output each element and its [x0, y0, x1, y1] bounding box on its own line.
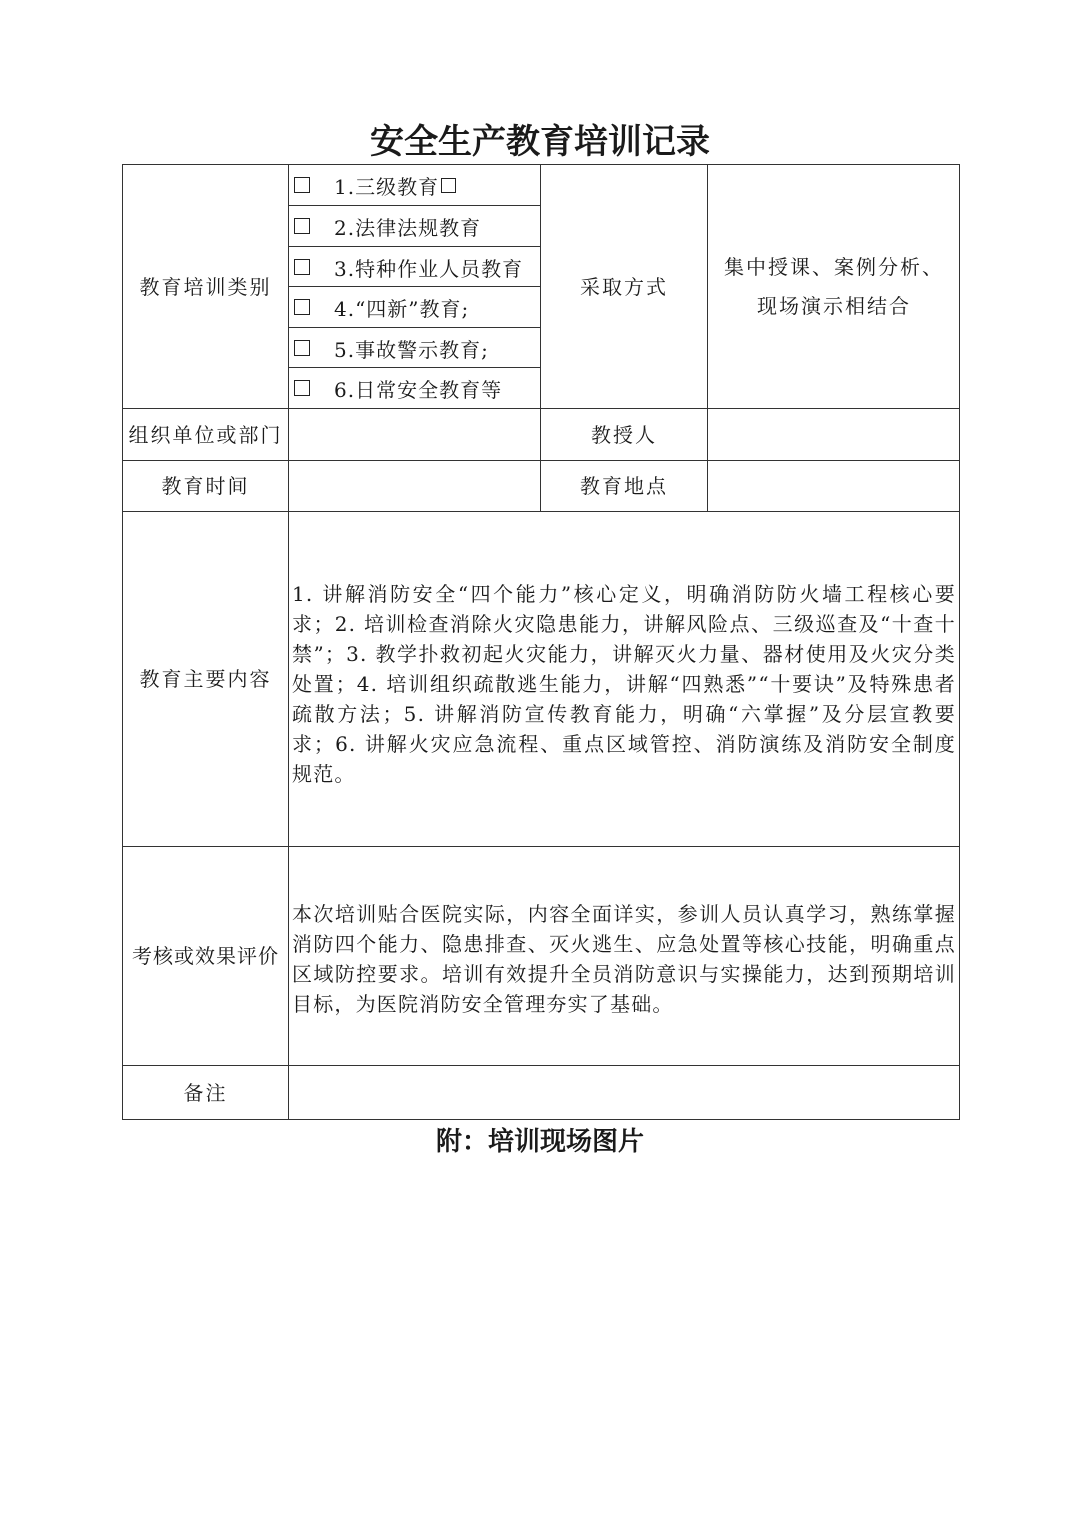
column-divider [288, 164, 289, 1120]
eval-label: 考核或效果评价 [132, 944, 279, 968]
eval-text: 本次培训贴合医院实际，内容全面详实，参训人员认真学习，熟练掌握消防四个能力、隐患排查、灭火逃生、应急处置等核心技能，明确重点区域防控要求。培训有效提升全员消防意识与实操能力，达到预期培训目标，为医院消防安全管理夯实了基础。 [292, 902, 956, 1016]
table-border-bottom [122, 1119, 960, 1120]
checkbox-icon[interactable] [441, 178, 456, 193]
checkbox-icon[interactable] [294, 299, 310, 315]
option-row [290, 247, 540, 287]
option-label: 3.特种作业人员教育 [334, 256, 524, 281]
option-label: 1.三级教育 [334, 174, 440, 199]
option-row [290, 287, 540, 327]
remark-label: 备注 [183, 1080, 228, 1105]
org-label: 组织单位或部门 [128, 422, 283, 447]
content-text: 1. 讲解消防安全“四个能力”核心定义，明确消防防火墙工程核心要求；2. 培训检查消除火灾隐患能力，讲解风险点、三级巡查及“十查十禁”；3. 教学扑救初起火灾能力，讲解灭火力量、器材使用及火灾分类处置；4. 培训组织疏散逃生能力，讲解“四熟悉”“十要诀”及特殊患者疏散方法；5. 讲解消防宣传教育能力，明确“六掌握”及分层宣教要求；6. 讲解火灾应急流程、重点区域管控、消防演练及消防安全制度规范。 [292, 582, 956, 786]
org-field[interactable] [289, 409, 540, 460]
option-row [290, 368, 540, 408]
method-label: 采取方式 [580, 274, 668, 299]
time-field[interactable] [289, 461, 540, 511]
category-label: 教育培训类别 [139, 274, 272, 299]
option-row [290, 206, 540, 246]
training-record-table [122, 164, 960, 1120]
option-label: 2.法律法规教育 [334, 215, 482, 240]
time-label: 教育时间 [161, 474, 250, 498]
checkbox-icon[interactable] [294, 259, 310, 275]
attachment-caption: 附：培训现场图片 [435, 1127, 644, 1157]
teacher-field[interactable] [708, 409, 959, 460]
place-label: 教育地点 [580, 474, 668, 498]
document-title: 安全生产教育培训记录 [370, 122, 710, 162]
checkbox-icon[interactable] [294, 218, 310, 234]
method-value: 集中授课、案例分析、现场演示相结合 [724, 254, 944, 318]
option-row [290, 165, 540, 205]
teacher-label: 教授人 [591, 422, 657, 447]
checkbox-icon[interactable] [294, 340, 310, 356]
option-label: 5.事故警示教育; [334, 337, 489, 362]
content-label: 教育主要内容 [139, 667, 272, 691]
option-row [290, 328, 540, 368]
checkbox-icon[interactable] [294, 177, 310, 193]
checkbox-icon[interactable] [294, 380, 310, 396]
remark-field[interactable] [289, 1066, 959, 1119]
option-label: 6.日常安全教育等 [334, 377, 503, 402]
place-field[interactable] [708, 461, 959, 511]
option-label: 4.“四新”教育; [334, 296, 470, 321]
table-border-right [959, 164, 960, 1120]
